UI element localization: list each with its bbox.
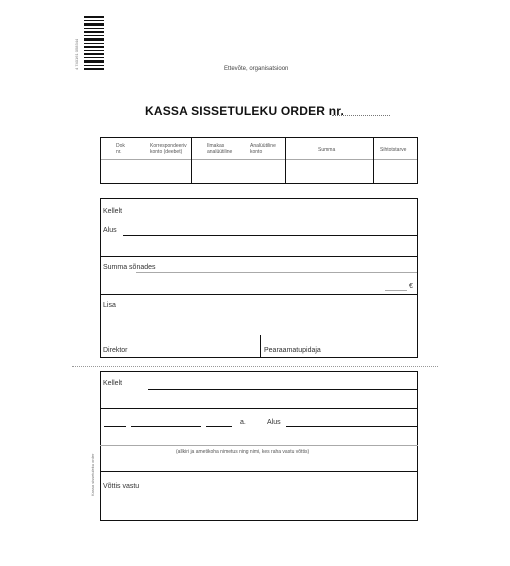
amount-words-field[interactable] (136, 272, 417, 273)
receipt-basis-label: Alus (267, 419, 281, 426)
table-header-divider (100, 159, 418, 160)
attachments-label: Lisa (103, 302, 116, 309)
receipt-divider (100, 471, 418, 472)
table-col-divider (373, 137, 374, 184)
side-footer-text: Kassa sissetuleku order (90, 453, 95, 496)
receipt-month-field[interactable] (131, 426, 201, 427)
receipt-basis-field[interactable] (286, 426, 417, 427)
org-label: Ettevõte, organisatsioon (224, 66, 289, 72)
col-header-analytic: Analüütiline konto (250, 143, 276, 155)
amount-sum-field[interactable] (385, 290, 407, 291)
receipt-divider (100, 408, 418, 409)
form-divider (100, 294, 418, 295)
cut-line (72, 366, 438, 367)
receipt-divider (100, 445, 418, 446)
table-col-divider (285, 137, 286, 184)
currency-label: € (409, 283, 413, 290)
receipt-box (100, 371, 418, 521)
col-header-amount: Summa (318, 147, 336, 153)
col-header-doc: Dok nr. (116, 143, 125, 155)
from-label: Kellelt (103, 208, 123, 215)
signature-divider (260, 335, 261, 358)
receipt-from-label: Kellelt (103, 380, 123, 387)
table-left-border (100, 137, 101, 184)
barcode-number (74, 14, 82, 70)
page-title: KASSA SISSETULEKU ORDER nr. (145, 104, 344, 118)
receipt-year-field[interactable] (206, 426, 232, 427)
table-col-divider (191, 137, 192, 184)
table-top-border (100, 137, 418, 138)
col-header-purpose: Sihtotstarve (380, 147, 407, 153)
table-right-border (417, 137, 418, 184)
accountant-label: Pearaamatupidaja (264, 347, 321, 354)
basis-label: Alus (103, 227, 117, 234)
received-by-label: Võttis vastu (103, 483, 140, 490)
col-header-subaccount: Ilmakas analüütiline (207, 143, 233, 155)
table-bottom-border (100, 183, 418, 184)
side-footer (90, 453, 98, 566)
signature-note: (allkiri ja ametikoha nimetus ning nimi, kes raha vastu võttis) (176, 449, 310, 455)
director-label: Direktor (103, 347, 128, 354)
barcode (84, 14, 104, 70)
amount-words-label: Summa sõnades (103, 264, 156, 271)
form-divider (100, 256, 418, 257)
receipt-year-suffix: a. (240, 419, 246, 426)
col-header-account: Korrespondeeriv konto (deebet) (150, 143, 187, 155)
basis-field[interactable] (123, 235, 417, 236)
order-number-field[interactable] (332, 115, 390, 116)
receipt-day-field[interactable] (104, 426, 126, 427)
receipt-from-field[interactable] (148, 389, 417, 390)
main-form-box (100, 198, 418, 358)
barcode-number-text: 4 740161 058344 (74, 38, 79, 70)
